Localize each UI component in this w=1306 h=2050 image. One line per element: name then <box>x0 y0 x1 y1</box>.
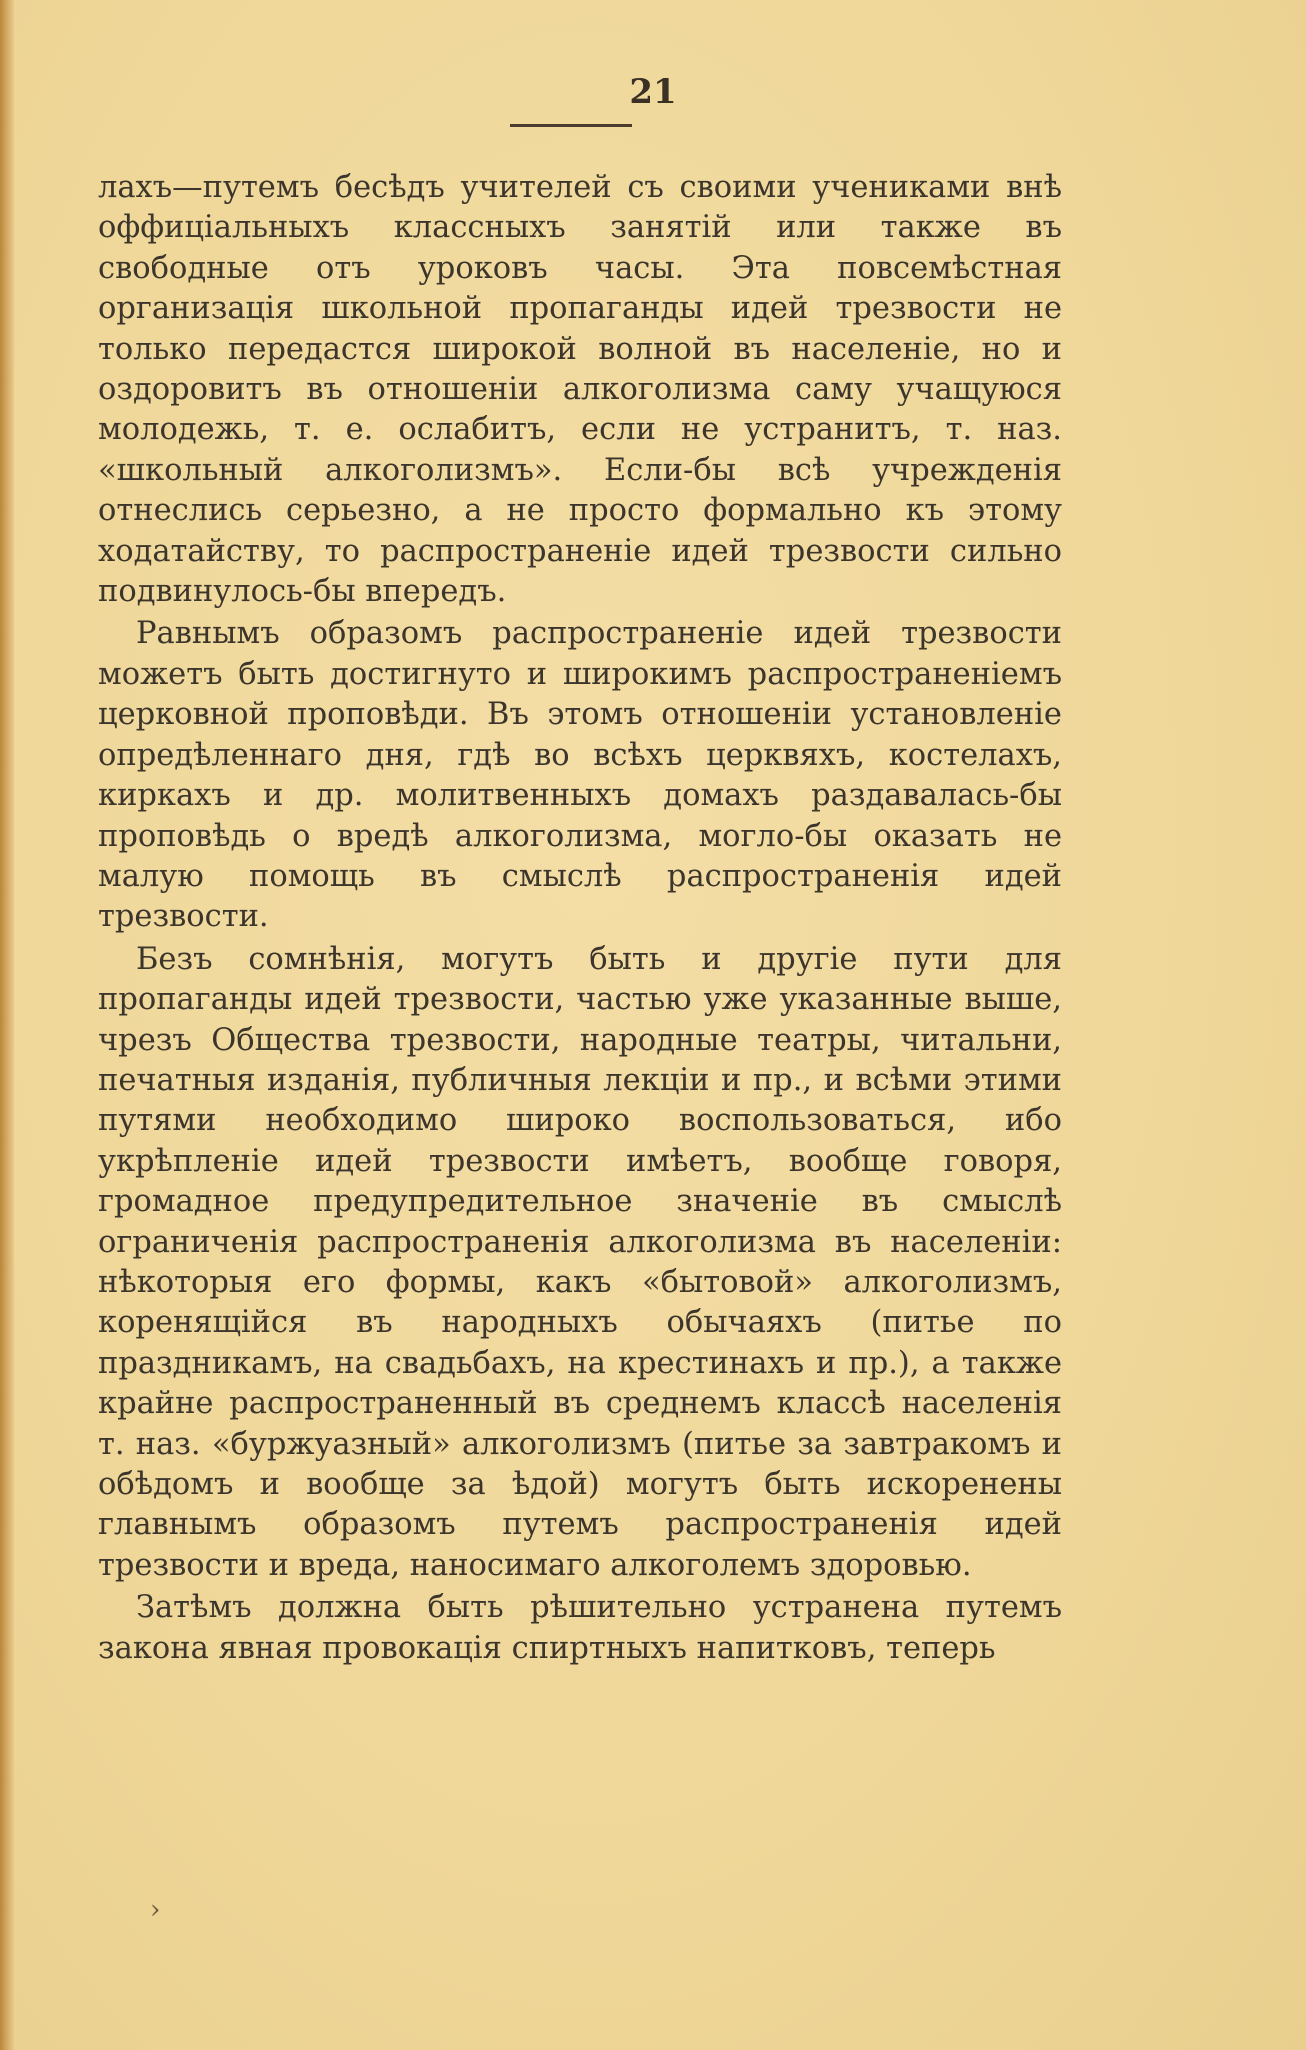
stray-print-mark: › <box>150 1895 161 1925</box>
page-number: 21 <box>629 72 677 112</box>
paragraph-2: Равнымъ образомъ распространеніе идей трезвости можетъ быть достигнуто и широкимъ распространеніемъ церковной проповѣди. Въ этомъ отношеніи установленіе опредѣленнаго дня, гдѣ во всѣхъ церквяхъ, костелахъ, киркахъ и др. молитвенныхъ домахъ раздавалась-бы проповѣдь о вредѣ алкоголизма, могло-бы оказать не малую помощь въ смыслѣ распространенія идей трезвости. <box>98 616 1062 935</box>
body-text <box>98 168 1062 1669</box>
paragraph-1: лахъ—путемъ бесѣдъ учителей съ своими учениками внѣ оффиціальныхъ классныхъ занятій или также въ свободные отъ уроковъ часы. Эта повсемѣстная организація школьной пропаганды идей трезвости не только передастся широкой волной въ населеніе, но и оздоровитъ въ отношеніи алкоголизма саму учащуюся молодежь, т. е. ослабитъ, если не устранитъ, т. наз. «школьный алкоголизмъ». Если-бы всѣ учрежденія отнеслись серьезно, а не просто формально къ этому ходатайству, то распространеніе идей трезвости сильно подвинулось-бы впередъ. <box>98 170 1062 610</box>
paragraph-4: Затѣмъ должна быть рѣшительно устранена путемъ закона явная провокація спиртныхъ напитковъ, теперь <box>98 1590 1062 1666</box>
paragraph-3: Безъ сомнѣнія, могутъ быть и другіе пути для пропаганды идей трезвости, частью уже указанные выше, чрезъ Общества трезвости, народные театры, читальни, печатныя изданія, публичныя лекціи и пр., и всѣми этими путями необходимо широко воспользоваться, ибо укрѣпленіе идей трезвости имѣетъ, вообще говоря, громадное предупредительное значеніе въ смыслѣ ограниченія распространенія алкоголизма въ населеніи: нѣкоторыя его формы, какъ «бытовой» алкоголизмъ, коренящійся въ народныхъ обычаяхъ (питье по праздникамъ, на свадьбахъ, на крестинахъ и пр.), а также крайне распространенный въ среднемъ классѣ населенія т. наз. «буржуазный» алкоголизмъ (питье за завтракомъ и обѣдомъ и вообще за ѣдой) могутъ быть искоренены главнымъ образомъ путемъ распространенія идей трезвости и вреда, наносимаго алкоголемъ здоровью. <box>98 941 1062 1583</box>
page-number-rule <box>510 124 632 127</box>
page-binding-edge <box>0 0 14 2050</box>
